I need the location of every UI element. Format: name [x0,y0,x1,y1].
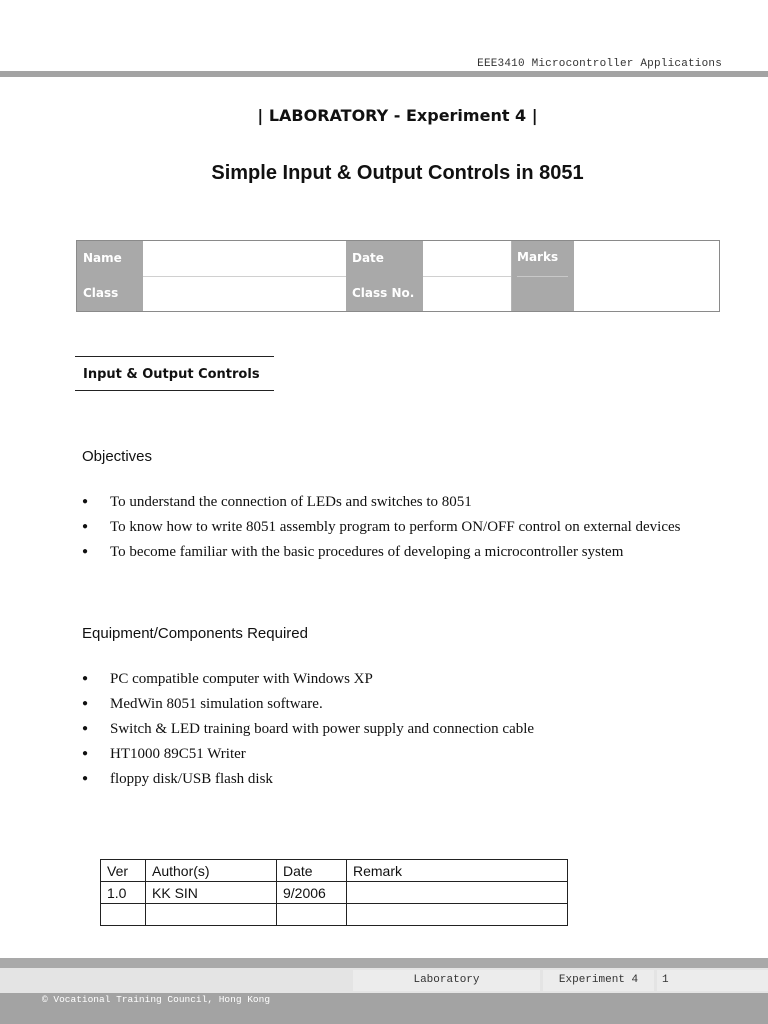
objectives-list [82,493,681,568]
objectives-heading: Objectives [82,448,153,465]
footer-section: Laboratory [353,970,540,991]
table-row [101,882,568,904]
row-divider [423,276,511,277]
page-number: 1 [657,970,768,991]
class-field[interactable] [143,276,346,311]
equipment-item: ● floppy disk/USB flash disk [82,770,534,795]
marks-underline [517,276,568,277]
equipment-list [82,670,534,795]
equipment-item: ● HT1000 89C51 Writer [82,745,534,770]
page-title: Simple Input & Output Controls in 8051 [211,162,584,184]
column-header: Ver [101,860,146,882]
equipment-item: ● MedWin 8051 simulation software. [82,695,534,720]
course-header: EEE3410 Microcontroller Applications [477,58,722,70]
table-cell [347,904,568,926]
class-no-field[interactable] [423,276,511,311]
header-divider [0,71,768,77]
class-no-label: Class No. [346,276,423,311]
date-field[interactable] [423,241,511,276]
equipment-item: ● Switch & LED training board with power supply and connection cable [82,720,534,745]
table-cell [146,904,277,926]
table-cell [277,904,347,926]
objective-item: ● To understand the connection of LEDs and switches to 8051 [82,493,681,518]
objective-item: ● To become familiar with the basic procedures of developing a microcontroller system [82,543,681,568]
table-row [101,904,568,926]
table-cell: KK SIN [146,882,277,904]
name-label: Name [77,241,143,276]
copyright-text: © Vocational Training Council, Hong Kong [42,994,271,1005]
version-table [100,859,568,926]
column-header: Remark [347,860,568,882]
student-info-form [76,240,720,312]
name-field[interactable] [143,241,346,276]
column-header: Date [277,860,347,882]
footer-band [0,958,768,968]
section-label-box [75,356,274,391]
section-label: Input & Output Controls [83,367,260,382]
column-header: Author(s) [146,860,277,882]
date-label: Date [346,241,423,276]
table-cell [347,882,568,904]
footer-experiment: Experiment 4 [543,970,654,991]
marks-field[interactable] [574,241,719,311]
equipment-item: ● PC compatible computer with Windows XP [82,670,534,695]
equipment-heading: Equipment/Components Required [82,625,308,642]
table-cell [101,904,146,926]
marks-label: Marks [511,241,574,311]
column-divider [511,241,512,311]
footer-row [0,968,768,993]
table-header-row [101,860,568,882]
table-cell: 9/2006 [277,882,347,904]
lab-title: | LABORATORY - Experiment 4 | [257,106,538,125]
row-divider [143,276,346,277]
objective-item: ● To know how to write 8051 assembly program to perform ON/OFF control on external devices [82,518,681,543]
class-label: Class [77,276,143,311]
table-cell: 1.0 [101,882,146,904]
